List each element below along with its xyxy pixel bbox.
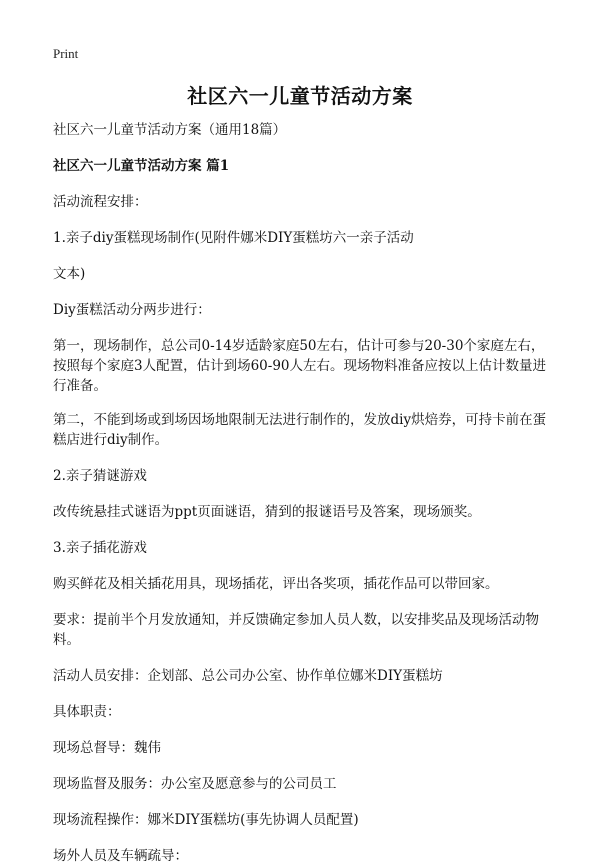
step2-paragraph: 第二，不能到场或到场因场地限制无法进行制作的，发放diy烘焙券，可持卡前在蛋糕店进行diy制作。 [53,412,547,448]
supervisor-line: 现场总督导：魏伟 [53,740,161,756]
item3-heading: 3.亲子插花游戏 [53,540,147,556]
flow-label: 活动流程安排： [53,194,148,210]
page-title: 社区六一儿童节活动方案 [187,84,413,108]
item2-description: 改传统悬挂式谜语为ppt页面谜语，猜到的报谜语号及答案，现场颁奖。 [53,504,481,520]
requirement-paragraph: 要求：提前半个月发放通知，并反馈确定参加人员人数，以安排奖品及现场活动物料。 [53,612,539,648]
outside-line: 场外人员及车辆疏导： [53,848,188,864]
section-title: 社区六一儿童节活动方案 篇1 [53,158,230,174]
document-body [53,120,553,866]
item1-line2: 文本) [53,266,86,282]
operation-line: 现场流程操作：娜米DIY蛋糕坊(事先协调人员配置) [53,812,359,828]
subtitle: 社区六一儿童节活动方案（通用18篇） [53,122,287,138]
diy-intro: Diy蛋糕活动分两步进行： [53,302,211,318]
duties-label: 具体职责： [53,704,121,720]
item1-line1: 1.亲子diy蛋糕现场制作(见附件娜米DIY蛋糕坊六一亲子活动 [53,230,414,246]
item2-heading: 2.亲子猜谜游戏 [53,468,147,484]
item3-description: 购买鲜花及相关插花用具，现场插花，评出各奖项，插花作品可以带回家。 [53,576,499,592]
print-label: Print [53,46,79,61]
service-line: 现场监督及服务：办公室及愿意参与的公司员工 [53,776,337,792]
step1-paragraph: 第一，现场制作，总公司0-14岁适龄家庭50左右，估计可参与20-30个家庭左右，按照每个家庭3人配置，估计到场60-90人左右。现场物料准备应按以上估计数量进行准备。 [53,338,547,394]
staff-arrangement: 活动人员安排：企划部、总公司办公室、协作单位娜米DIY蛋糕坊 [53,668,443,684]
